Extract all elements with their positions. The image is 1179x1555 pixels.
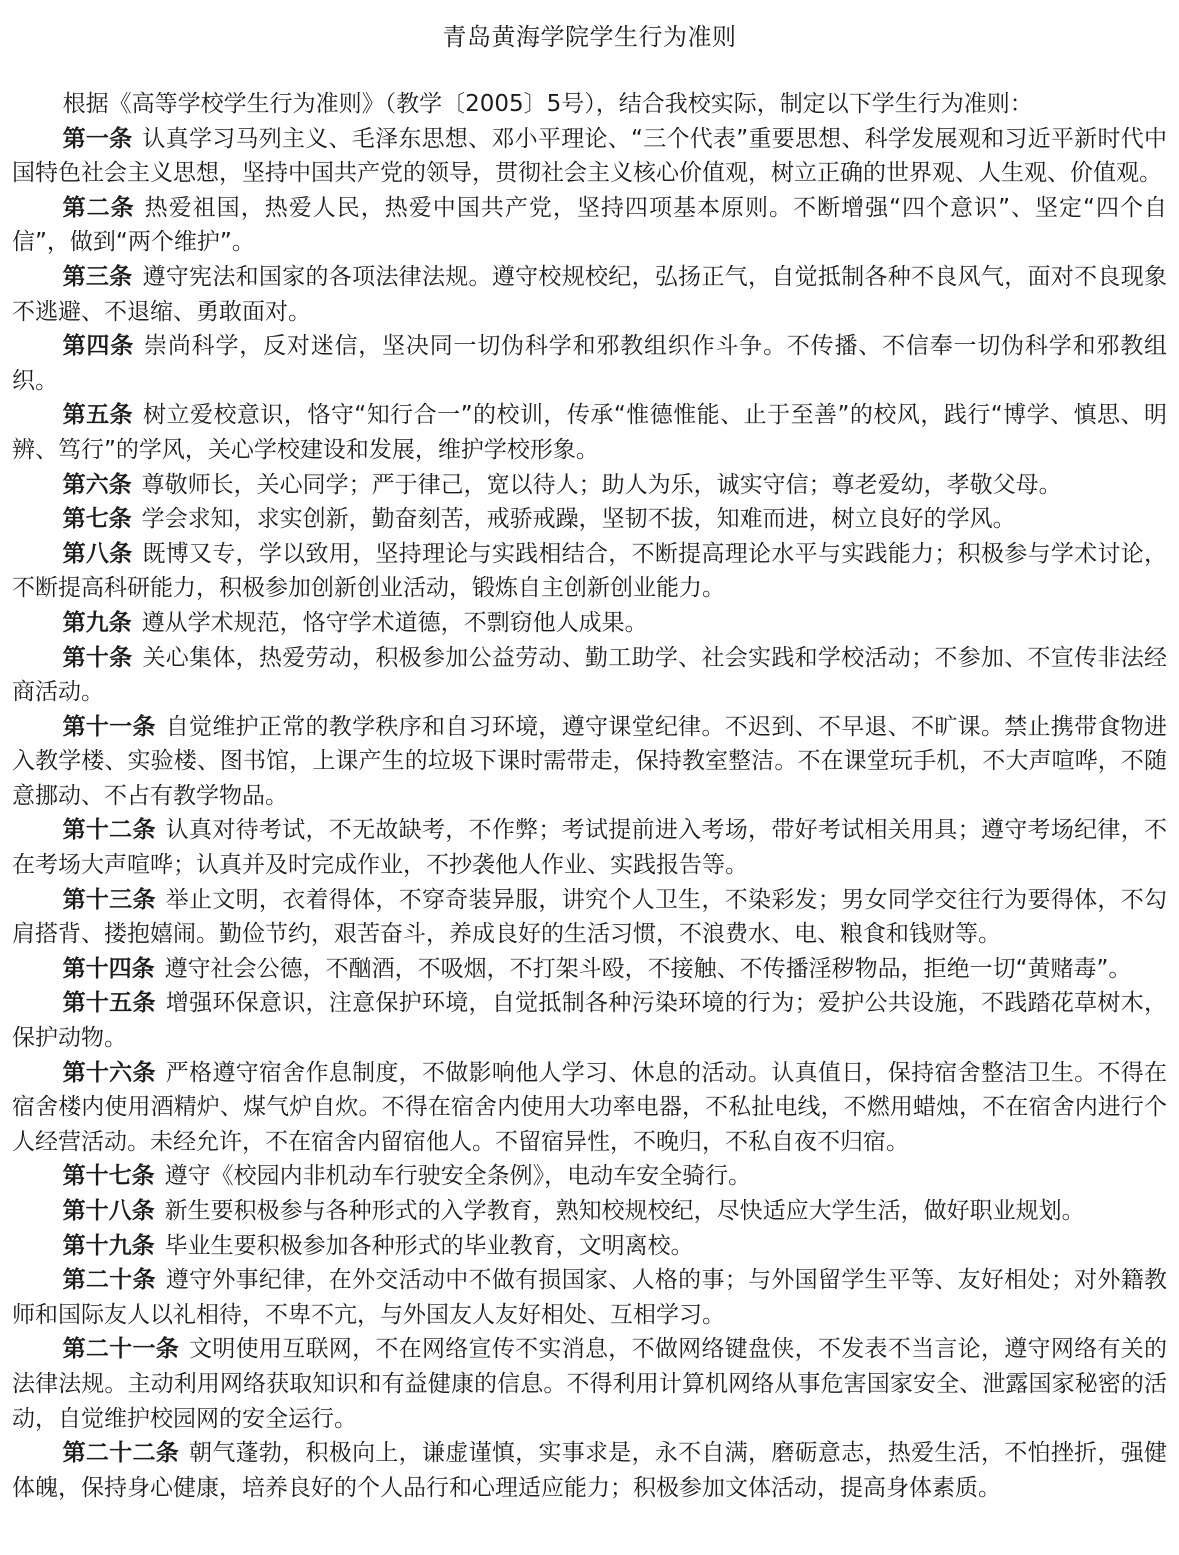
article-text: 尊敬师长，关心同学；严于律己，宽以待人；助人为乐，诚实守信；尊老爱幼，孝敬父母。	[141, 471, 1062, 498]
article-label: 第十六条	[62, 1059, 156, 1086]
article-paragraph	[12, 1159, 1167, 1194]
article-text: 认真学习马列主义、毛泽东思想、邓小平理论、“三个代表”重要思想、科学发展观和习近平新时代中国特色社会主义思想，坚持中国共产党的领导，贯彻社会主义核心价值观，树立正确的世界观、人生观、价值观。	[12, 125, 1167, 187]
article-text: 举止文明，衣着得体，不穿奇装异服，讲究个人卫生，不染彩发；男女同学交往行为要得体，不勾肩搭背、搂抱嬉闹。勤俭节约，艰苦奋斗，养成良好的生活习惯，不浪费水、电、粮食和钱财等。	[12, 886, 1168, 948]
article-text: 关心集体，热爱劳动，积极参加公益劳动、勤工助学、社会实践和学校活动；不参加、不宣传非法经商活动。	[12, 644, 1168, 706]
article-paragraph	[12, 1229, 1167, 1264]
article-text: 热爱祖国，热爱人民，热爱中国共产党，坚持四项基本原则。不断增强“四个意识”、坚定“四个自信”，做到“两个维护”。	[12, 194, 1168, 256]
article-text: 遵守宪法和国家的各项法律法规。遵守校规校纪，弘扬正气，自觉抵制各种不良风气，面对不良现象不逃避、不退缩、勇敢面对。	[12, 263, 1168, 325]
article-paragraph	[12, 398, 1167, 467]
article-label: 第十三条	[62, 886, 156, 913]
article-text: 崇尚科学，反对迷信，坚决同一切伪科学和邪教组织作斗争。不传播、不信奉一切伪科学和邪教组织。	[12, 333, 1168, 394]
article-label: 第二十一条	[62, 1336, 180, 1363]
article-paragraph	[12, 710, 1167, 814]
article-label: 第十二条	[62, 817, 156, 844]
article-label: 第十七条	[62, 1163, 155, 1190]
article-label: 第七条	[62, 506, 132, 533]
article-paragraph	[12, 641, 1167, 710]
article-label: 第十五条	[62, 990, 156, 1017]
article-paragraph	[12, 1263, 1167, 1332]
article-paragraph	[12, 952, 1167, 987]
article-paragraph	[12, 606, 1167, 641]
article-label: 第二十二条	[62, 1440, 180, 1467]
article-paragraph	[12, 1436, 1167, 1505]
article-paragraph	[12, 122, 1167, 191]
article-paragraph	[12, 329, 1167, 398]
article-text: 朝气蓬勃，积极向上，谦虚谨慎，实事求是，永不自满，磨砺意志，热爱生活，不怕挫折，强健体魄，保持身心健康，培养良好的个人品行和心理适应能力；积极参加文体活动，提高身体素质。	[12, 1440, 1168, 1501]
article-text: 遵从学术规范，恪守学术道德，不剽窃他人成果。	[141, 609, 648, 636]
article-paragraph	[12, 537, 1167, 606]
article-text: 树立爱校意识，恪守“知行合一”的校训，传承“惟德惟能、止于至善”的校风，践行“博学、慎思、明辨、笃行”的学风，关心学校建设和发展，维护学校形象。	[12, 402, 1168, 463]
article-label: 第三条	[62, 263, 133, 290]
article-label: 第二十条	[62, 1267, 156, 1294]
document-title: 青岛黄海学院学生行为准则	[442, 23, 737, 51]
article-text: 认真对待考试，不无故缺考，不作弊；考试提前进入考场，带好考试相关用具；遵守考场纪律，不在考场大声喧哗；认真并及时完成作业，不抄袭他人作业、实践报告等。	[12, 817, 1168, 879]
article-paragraph	[12, 502, 1167, 537]
article-text: 新生要积极参与各种形式的入学教育，熟知校规校纪，尽快适应大学生活，做好职业规划。	[164, 1198, 1085, 1224]
article-text: 既博又专，学以致用，坚持理论与实践相结合，不断提高理论水平与实践能力；积极参与学术讨论，不断提高科研能力，积极参加创新创业活动，锻炼自主创新创业能力。	[12, 540, 1168, 602]
article-paragraph	[12, 191, 1167, 260]
article-label: 第四条	[62, 333, 135, 360]
intro-paragraph: 根据《高等学校学生行为准则》（教学〔2005〕5号），结合我校实际，制定以下学生行为准则：	[62, 91, 1033, 117]
article-paragraph	[12, 1332, 1167, 1436]
article-label: 第十四条	[62, 955, 155, 982]
article-label: 第五条	[62, 402, 134, 429]
article-text: 学会求知，求实创新，勤奋刻苦，戒骄戒躁，坚韧不拔，知难而进，树立良好的学风。	[141, 506, 1016, 533]
article-text: 遵守《校园内非机动车行驶安全条例》，电动车安全骑行。	[164, 1163, 752, 1190]
article-text: 增强环保意识，注意保护环境，自觉抵制各种污染环境的行为；爱护公共设施，不践踏花草树木，保护动物。	[12, 990, 1168, 1052]
article-label: 第十一条	[62, 713, 156, 740]
article-label: 第十条	[62, 644, 133, 671]
articles-list	[12, 122, 1167, 1506]
article-paragraph	[12, 260, 1167, 329]
article-label: 第二条	[62, 194, 135, 221]
article-label: 第十九条	[62, 1232, 155, 1259]
article-text: 严格遵守宿舍作息制度，不做影响他人学习、休息的活动。认真值日，保持宿舍整洁卫生。不得在宿舍楼内使用酒精炉、煤气炉自炊。不得在宿舍内使用大功率电器，不私扯电线，不燃用蜡烛，不在宿舍内进行个人经营活动。未经允许，不在宿舍内留宿他人。不留宿异性，不晚归，不私自夜不归宿。	[12, 1059, 1168, 1155]
article-paragraph	[12, 1194, 1167, 1229]
article-label: 第八条	[62, 540, 133, 567]
article-text: 文明使用互联网，不在网络宣传不实消息，不做网络键盘侠，不发表不当言论，遵守网络有关的法律法规。主动利用网络获取知识和有益健康的信息。不得利用计算机网络从事危害国家安全、泄露国家秘密的活动，自觉维护校园网的安全运行。	[12, 1336, 1168, 1432]
article-paragraph	[12, 468, 1167, 503]
article-text: 自觉维护正常的教学秩序和自习环境，遵守课堂纪律。不迟到、不早退、不旷课。禁止携带食物进入教学楼、实验楼、图书馆，上课产生的垃圾下课时需带走，保持教室整洁。不在课堂玩手机，不大声喧哗，不随意挪动、不占有教学物品。	[12, 713, 1168, 809]
document-page	[12, 0, 1167, 1505]
article-label: 第一条	[62, 125, 133, 152]
article-text: 毕业生要积极参加各种形式的毕业教育，文明离校。	[164, 1232, 694, 1259]
article-label: 第十八条	[62, 1198, 155, 1224]
article-paragraph	[12, 813, 1167, 882]
article-text: 遵守社会公德，不酗酒，不吸烟，不打架斗殴，不接触、不传播淫秽物品，拒绝一切“黄赌毒”。	[164, 955, 1132, 982]
article-label: 第六条	[62, 471, 132, 498]
article-paragraph	[12, 883, 1167, 952]
article-paragraph	[12, 986, 1167, 1055]
article-text: 遵守外事纪律，在外交活动中不做有损国家、人格的事；与外国留学生平等、友好相处；对外籍教师和国际友人以礼相待，不卑不亢，与外国友人友好相处、互相学习。	[12, 1267, 1168, 1328]
article-label: 第九条	[62, 609, 132, 636]
article-paragraph	[12, 1056, 1167, 1160]
